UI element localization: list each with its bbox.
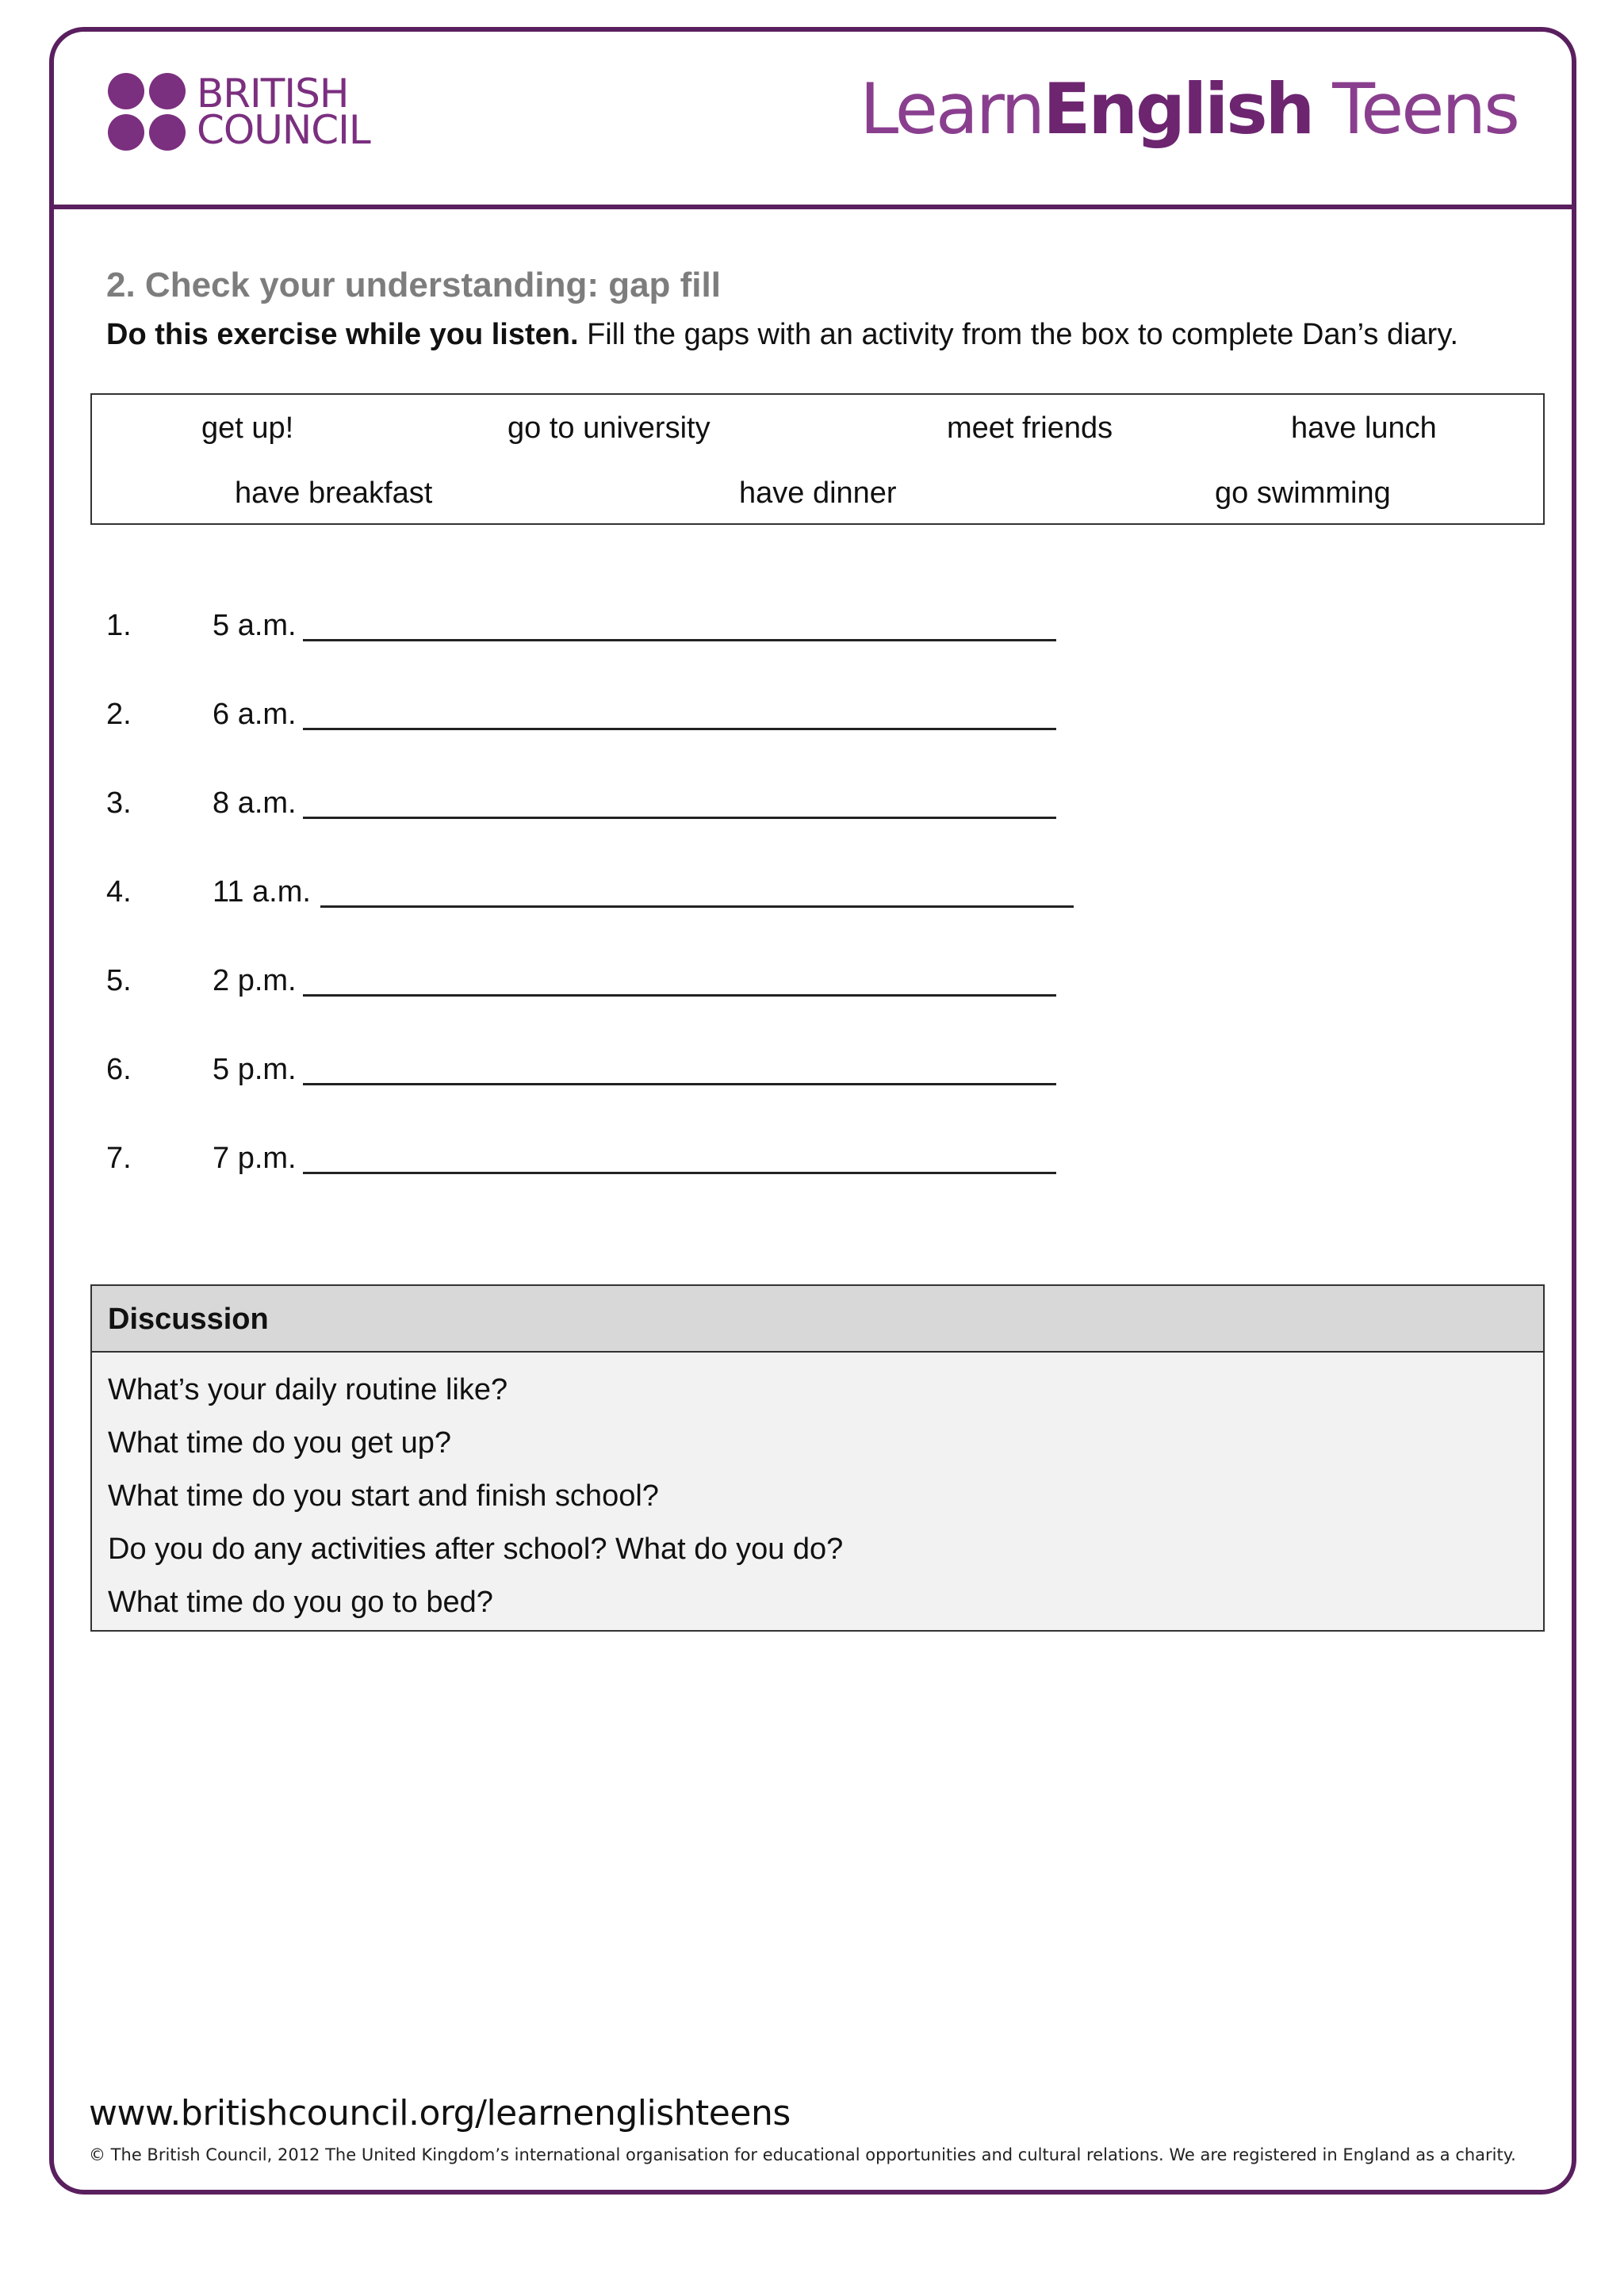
answer-line[interactable] [303,994,1056,997]
answer-line[interactable] [303,639,1056,641]
word-box-item: have breakfast [235,476,433,510]
british-council-dots-icon [108,73,186,151]
footer-url[interactable]: www.britishcouncil.org/learnenglishteens [89,2093,791,2133]
discussion-question: Do you do any activities after school? What do you do? [108,1533,844,1566]
gap-number: 4. [106,875,132,909]
answer-line[interactable] [320,905,1074,908]
bc-logo-line1: BRITISH [197,71,349,117]
gap-time: 5 p.m. [213,1053,297,1086]
discussion-question: What time do you get up? [108,1426,452,1460]
gap-number: 3. [106,786,132,820]
gap-number: 5. [106,964,132,997]
le-logo-english: English [1043,68,1313,150]
gap-number: 1. [106,609,132,642]
gap-time: 5 a.m. [213,609,297,642]
gap-time: 11 a.m. [213,875,311,909]
british-council-wordmark [197,71,370,153]
word-box-item: have dinner [739,476,897,510]
instructions [106,314,1534,355]
word-box-item: get up! [201,411,294,445]
exercise-intro [106,262,1534,355]
gap-row [106,867,1137,956]
gap-time: 6 a.m. [213,698,297,731]
gap-row [106,956,1137,1045]
gap-row [106,1134,1137,1223]
answer-line[interactable] [303,728,1056,730]
discussion-question: What’s your daily routine like? [108,1373,508,1406]
section-title: 2. Check your understanding: gap fill [106,266,721,304]
word-box-item: go to university [508,411,710,445]
le-logo-learn: Learn [860,68,1044,150]
instruction-bold: Do this exercise while you listen. [106,318,579,351]
gap-row [106,779,1137,867]
british-council-logo [108,73,370,151]
word-box-item: meet friends [947,411,1113,445]
gap-row [106,690,1137,779]
gap-number: 2. [106,698,132,731]
gap-number: 6. [106,1053,132,1086]
bc-logo-line2: COUNCIL [197,107,370,153]
discussion-question: What time do you start and finish school? [108,1479,659,1513]
gap-time: 8 a.m. [213,786,297,820]
discussion-questions [92,1353,1543,1629]
word-box-item: go swimming [1215,476,1391,510]
le-logo-teens: Teens [1312,68,1518,150]
gap-row [106,1045,1137,1134]
gap-fill-list [106,601,1137,1223]
gap-row [106,601,1137,690]
gap-number: 7. [106,1142,132,1175]
answer-line[interactable] [303,817,1056,819]
word-box-item: have lunch [1291,411,1437,445]
answer-line[interactable] [303,1172,1056,1174]
discussion-box [90,1284,1545,1632]
instruction-rest: Fill the gaps with an activity from the box to complete Dan’s diary. [578,318,1459,351]
discussion-heading: Discussion [92,1286,1543,1353]
gap-time: 7 p.m. [213,1142,297,1175]
footer-copyright: © The British Council, 2012 The United Kingdom’s international organisation for educational opportunities and cultural relations. We are registered in England as a charity. [89,2145,1516,2164]
gap-time: 2 p.m. [213,964,297,997]
answer-line[interactable] [303,1083,1056,1085]
learnenglish-teens-logo [860,68,1518,150]
discussion-question: What time do you go to bed? [108,1586,493,1619]
word-box [90,393,1545,525]
